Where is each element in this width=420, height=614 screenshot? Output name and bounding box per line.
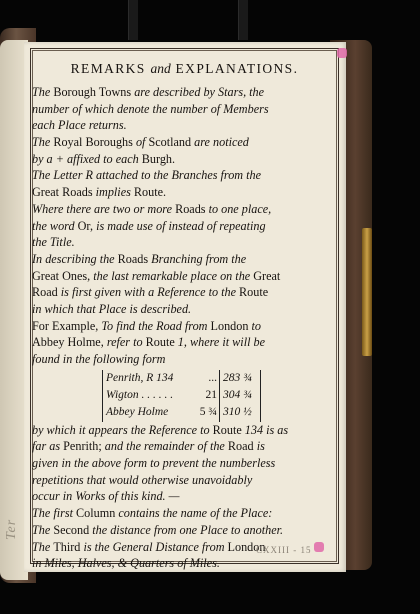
title-word: REMARKS xyxy=(70,61,146,76)
text-segment: are described by Stars, the xyxy=(131,85,265,99)
text-segment: are noticed xyxy=(191,135,249,150)
title-and: and xyxy=(150,61,171,76)
text-segment: London xyxy=(210,318,249,333)
text-segment: Scotland xyxy=(148,135,192,150)
route-example-table xyxy=(102,370,337,422)
text-line xyxy=(32,301,337,318)
text-line xyxy=(32,438,337,455)
table-distance: ... xyxy=(208,371,217,384)
text-segment: the distance from one Place to another. xyxy=(89,522,284,537)
text-segment: contains the name of the Place: xyxy=(115,506,273,521)
text-segment: far as xyxy=(32,439,64,454)
text-segment: Penrith; xyxy=(63,439,102,454)
text-segment: The xyxy=(32,539,54,554)
text-line xyxy=(32,334,337,351)
text-line xyxy=(32,101,337,118)
text-segment: In describing the xyxy=(32,251,118,266)
text-segment: The xyxy=(32,85,54,99)
page-title xyxy=(32,60,337,78)
text-segment: given in the above form to prevent the numberless xyxy=(32,456,276,471)
collection-stamp xyxy=(337,48,347,58)
text-segment: Roads xyxy=(175,201,206,216)
text-line xyxy=(32,151,337,168)
text-segment: To find the Road from xyxy=(98,318,211,333)
text-line xyxy=(32,455,337,472)
text-segment: Royal Boroughs xyxy=(53,135,133,150)
table-total-distance: 310 ½ xyxy=(223,405,252,418)
text-segment: by which it appears the Reference to xyxy=(32,422,213,437)
text-segment: by a + affixed to each xyxy=(32,151,142,166)
total-distance-column xyxy=(219,370,261,422)
text-segment: The first xyxy=(32,506,77,521)
distance-column xyxy=(197,370,219,422)
text-segment: London xyxy=(227,539,266,554)
table-place-name: Abbey Holme xyxy=(106,405,169,418)
text-segment: Abbey Holme, xyxy=(32,335,104,350)
table-place-name: Wigton . . . . . . xyxy=(106,388,174,401)
table-total-distance: 283 ¾ xyxy=(223,371,252,384)
text-segment: Great xyxy=(253,268,281,283)
table-place-name: Penrith, R 134 xyxy=(106,371,174,384)
text-segment: Route xyxy=(239,285,269,300)
text-segment: Burgh. xyxy=(141,151,176,166)
text-line xyxy=(32,522,337,539)
brass-clasp xyxy=(362,228,372,356)
text-segment: the word xyxy=(32,218,78,233)
text-segment: refer to xyxy=(103,335,146,350)
margin-pencil-note: Ter xyxy=(4,518,19,540)
text-segment: The Letter R attached to the Branches from the xyxy=(32,168,262,183)
text-line xyxy=(32,218,337,235)
text-segment: Route xyxy=(145,335,175,350)
text-segment: Route xyxy=(212,422,242,437)
text-line xyxy=(32,284,337,301)
text-segment: is xyxy=(253,439,265,454)
text-line xyxy=(32,555,337,572)
text-segment: Great Roads xyxy=(32,185,93,200)
table-distance: 21 xyxy=(205,388,217,401)
text-line xyxy=(32,234,337,251)
page-text xyxy=(32,60,337,572)
text-segment: to xyxy=(248,318,261,333)
text-segment: each Place returns. xyxy=(32,118,127,133)
text-segment: 134 is as xyxy=(241,422,289,437)
text-segment: Or, xyxy=(77,218,94,233)
text-line xyxy=(32,201,337,218)
text-segment: is made use of instead of repeating xyxy=(93,218,266,233)
text-segment: Great Ones, xyxy=(32,268,91,283)
text-segment: The xyxy=(32,522,54,537)
text-segment: Road xyxy=(32,285,58,300)
page-reference: CXXIII - 15 xyxy=(256,545,312,555)
text-segment: found in the following form xyxy=(32,352,166,366)
text-segment: Borough Towns xyxy=(53,85,132,99)
paragraph-block xyxy=(32,84,337,368)
text-segment: The xyxy=(32,135,54,150)
text-segment: 1, where it will be xyxy=(174,335,266,350)
text-segment: Second xyxy=(53,522,90,537)
text-line xyxy=(32,184,337,201)
text-line xyxy=(32,472,337,489)
title-word: EXPLANATIONS. xyxy=(175,61,299,76)
text-segment: Road xyxy=(227,439,254,454)
text-segment: the last remarkable place on the xyxy=(90,268,254,283)
text-line xyxy=(32,351,337,368)
text-segment: occur in Works of this kind. — xyxy=(32,489,180,504)
text-segment: in Miles, Halves, & Quarters of Miles. xyxy=(32,556,220,571)
table-distance: 5 ¾ xyxy=(199,405,217,418)
text-segment: repetitions that would otherwise unavoidably xyxy=(32,472,253,487)
text-segment: the Title. xyxy=(32,235,75,250)
text-segment: For Example, xyxy=(32,318,99,333)
text-segment: Third xyxy=(53,539,81,554)
text-segment: of xyxy=(132,135,149,150)
text-line xyxy=(32,422,337,439)
text-segment: implies xyxy=(92,185,134,200)
text-segment: is the General Distance from xyxy=(80,539,228,554)
text-segment: Route. xyxy=(133,185,167,200)
text-segment: Branching from the xyxy=(148,251,247,266)
text-line xyxy=(32,251,337,268)
text-segment: Roads xyxy=(117,251,149,266)
text-segment: number of which denote the number of Members xyxy=(32,101,269,116)
text-line xyxy=(32,84,337,101)
text-segment: Column xyxy=(76,506,116,521)
binder-clip xyxy=(128,0,138,40)
text-segment: Where there are two or more xyxy=(32,201,176,216)
place-names-column xyxy=(102,370,197,422)
text-line xyxy=(32,134,337,151)
table-total-distance: 304 ¾ xyxy=(223,388,252,401)
text-line xyxy=(32,268,337,285)
text-line xyxy=(32,167,337,184)
collection-stamp xyxy=(314,542,324,552)
text-line xyxy=(32,117,337,134)
text-segment: to one place, xyxy=(205,201,272,216)
binder-clip xyxy=(238,0,248,40)
text-segment: and the remainder of the xyxy=(101,439,228,454)
text-segment: in which that Place is described. xyxy=(32,301,192,316)
text-line xyxy=(32,488,337,505)
text-line xyxy=(32,505,337,522)
text-segment: is first given with a Reference to the xyxy=(57,285,240,300)
text-line xyxy=(32,318,337,335)
